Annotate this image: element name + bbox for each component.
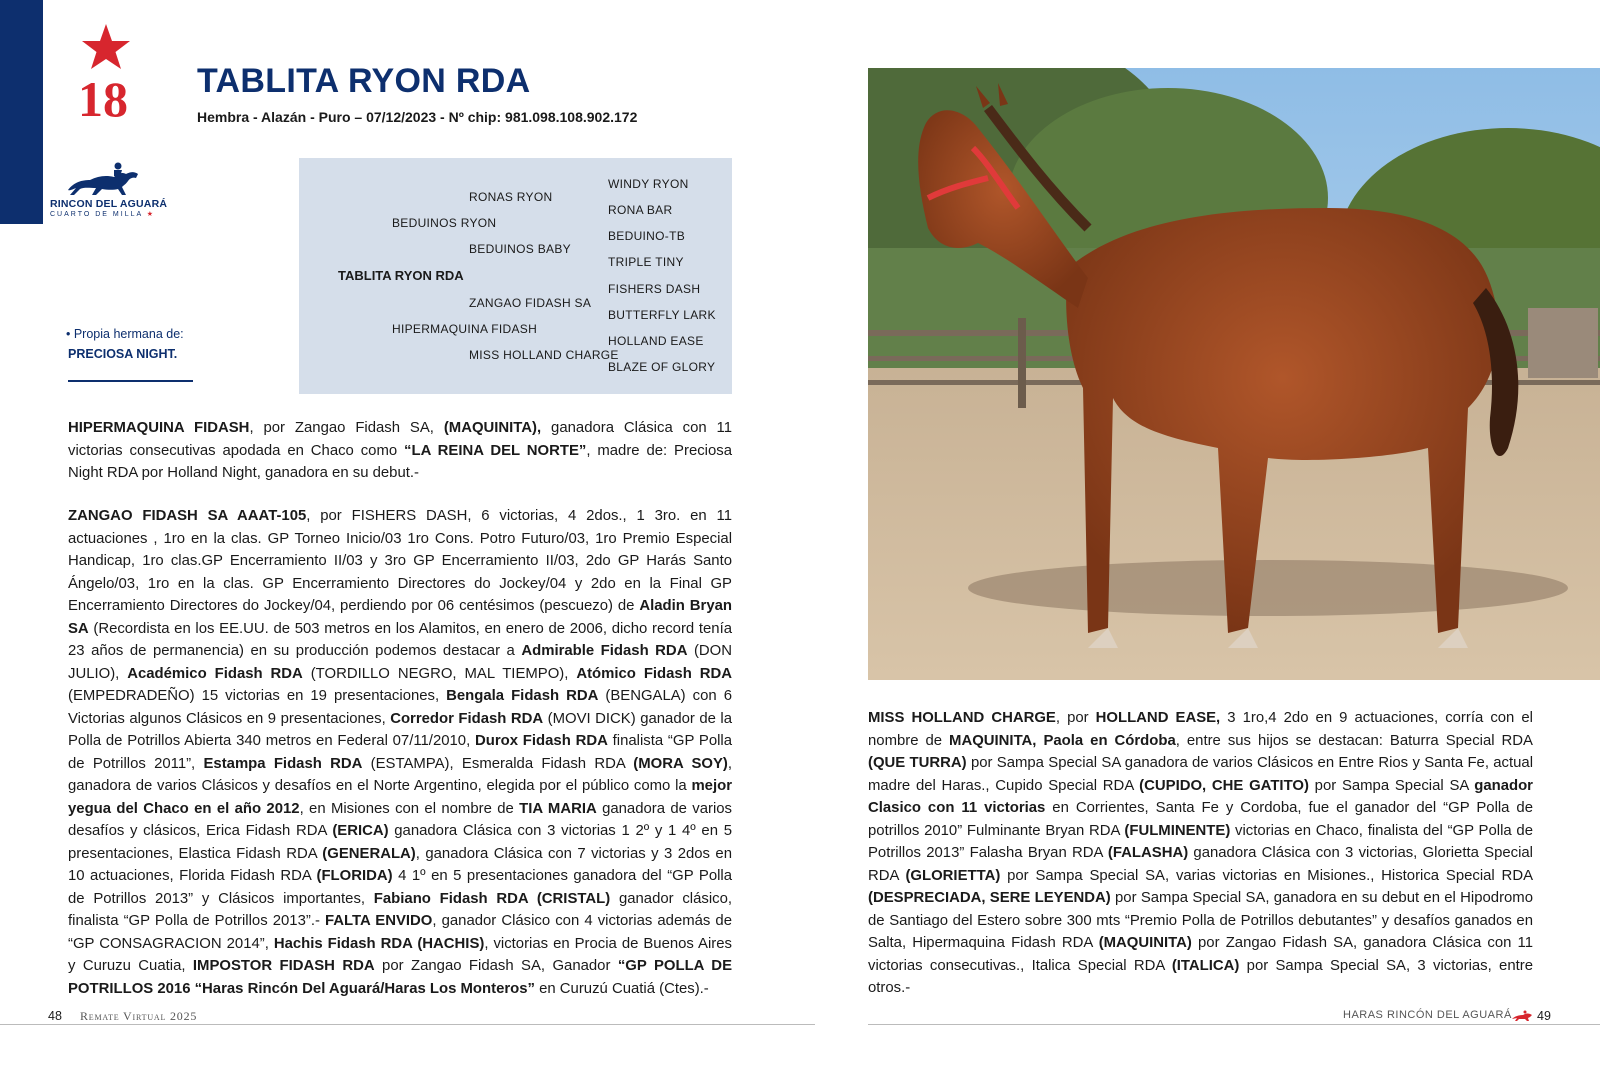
pedigree-dam-sire: ZANGAO FIDASH SA <box>469 296 592 310</box>
text-run: en Curuzú Cuatiá (Ctes).- <box>534 980 709 997</box>
bold-run: Atómico Fidash RDA <box>576 665 732 682</box>
horse-name: TABLITA RYON RDA <box>197 62 531 100</box>
text-run: (BENGALA) con 6 Victorias algunos Clásicos en 9 presentaciones, <box>68 688 732 727</box>
pedigree-g3-2: RONA BAR <box>608 203 673 217</box>
sister-name: PRECIOSA NIGHT. <box>68 347 178 361</box>
text-run: , ganador Clásico con 4 victorias además de “GP CONSAGRACION 2014”, <box>68 913 732 952</box>
pedigree-g3-6: BUTTERFLY LARK <box>608 308 716 322</box>
bold-run: (QUE TURRA) <box>868 755 967 771</box>
text-run: , por Zangao Fidash SA, <box>249 420 444 436</box>
pedigree-sire-sire: RONAS RYON <box>469 190 553 204</box>
text-run: , ganadora de varios Clásicos y desafíos en el Norte Argentino, elegida por el público como la <box>68 755 732 794</box>
bold-run: Hachis Fidash RDA (HACHIS) <box>273 935 485 952</box>
text-run: (EMPEDRADEÑO) 15 victorias en 19 presentaciones, <box>68 688 447 704</box>
brand-logo <box>50 160 170 218</box>
pedigree-sire-dam: BEDUINOS BABY <box>469 242 571 256</box>
bold-run: “LA REINA DEL NORTE” <box>404 442 587 459</box>
text-run: por Sampa Special SA, 3 victorias, entre otros.- <box>868 957 1533 996</box>
text-run: (DON JULIO), <box>68 643 733 682</box>
paragraph-dam <box>68 417 732 485</box>
page-number-left: 48 <box>48 1009 62 1023</box>
brand-subtitle: CUARTO DE MILLA ★ <box>50 211 155 218</box>
text-run: , por <box>1055 710 1096 726</box>
text-run: ganador clásico, finalista “GP Polla de Potrillos 2013”.- <box>68 890 732 929</box>
text-run: por Zangao Fidash SA, Ganador <box>374 958 618 974</box>
pedigree-g3-8: BLAZE OF GLORY <box>608 360 716 374</box>
paragraph-second-dam <box>868 707 1533 1000</box>
paragraph-sire-of-dam <box>68 505 732 1000</box>
text-run: finalista “GP Polla de Potrillos 2011”, <box>68 733 732 772</box>
bold-run: (MAQUINITA), <box>443 420 542 436</box>
pedigree-dam: HIPERMAQUINA FIDASH <box>392 322 538 336</box>
horse-photo <box>868 68 1600 680</box>
bold-run: Fabiano Fidash RDA (CRISTAL) <box>373 890 611 907</box>
text-run: por Sampa Special SA, ganadora en su debut en el Hipodromo de Santiago del Estero sobre 300 mts “Premio Polla de Potrillos debutantes” y desafíos ganados en Salta, Hipermaquina Fidash RDA <box>868 890 1533 951</box>
lot-number: 18 <box>78 71 128 127</box>
bold-run: (DESPRECIADA, SERE LEYENDA) <box>868 890 1111 906</box>
star-icon <box>80 22 132 72</box>
text-run: ganadora Clásica con 3 victorias 1 2º y 1 4º en 5 presentaciones, Elastica Fidash RDA <box>68 823 732 862</box>
footer-brand: HARAS RINCÓN DEL AGUARÁ <box>1343 1009 1512 1021</box>
text-run: , por FISHERS DASH, 6 victorias, 4 2dos., 1 3ro. en 11 actuaciones , 1ro en la clas. GP Torneo Inicio/03 1ro Cons. Potro Futuro/03, 1ro Premio Especial Handicap, 1ro clas.GP Encerramiento II/03 y 3ro GP Encerramiento II/03, 2do GP Harás Santo Ángelo/03, 1ro en la clas. GP Encerramiento Directores do Jockey/04 y 2do en la Final GP Encerramiento Directores do Jockey/04, perdiendo por 06 centésimos (pescuezo) de <box>68 508 732 614</box>
text-run: victorias en Chaco, finalista del “GP Polla de Potrillos 2013” Falasha Bryan RDA <box>868 822 1533 861</box>
bold-run: (MAQUINITA) <box>1098 935 1192 951</box>
sister-label: • Propia hermana de: <box>66 327 184 341</box>
horse-jockey-icon <box>1511 1010 1533 1022</box>
text-run: 3 1ro,4 2do en 9 actuaciones, corría con el nombre de <box>868 710 1533 749</box>
text-run: , madre de: Preciosa Night RDA por Holland Night, ganadora en su debut.- <box>68 442 732 481</box>
bold-run: MISS HOLLAND CHARGE <box>868 710 1056 726</box>
bold-run: Estampa Fidash RDA <box>203 755 363 772</box>
bold-run: IMPOSTOR FIDASH RDA <box>192 958 375 974</box>
bold-run: Bengala Fidash RDA <box>446 688 599 704</box>
footer-rule-left <box>0 1024 815 1025</box>
text-run: , ganadora Clásica con 7 victorias y 3 2dos en 10 actuaciones, Florida Fidash RDA <box>68 845 732 884</box>
bold-run: FALTA ENVIDO <box>325 913 433 929</box>
bold-run: Aladin Bryan SA <box>68 598 732 637</box>
bold-run: (MORA SOY) <box>633 755 728 772</box>
text-run: , victorias en Procia de Buenos Aires y Curuzu Cuatia, <box>68 935 732 974</box>
text-run: (ESTAMPA), Esmeralda Fidash RDA <box>362 755 634 772</box>
bold-run: (GLORIETTA) <box>905 867 1001 884</box>
text-run: (TORDILLO NEGRO, MAL TIEMPO), <box>302 665 577 682</box>
bold-run: (FULMINENTE) <box>1124 822 1231 839</box>
bold-run: TIA MARIA <box>519 800 597 817</box>
text-run: por Sampa Special SA, varias victorias en Misiones., Historica Special RDA <box>1000 867 1534 884</box>
bold-run: mejor yegua del Chaco en el año 2012 <box>68 778 732 817</box>
horse-details: Hembra - Alazán - Puro – 07/12/2023 - Nº chip: 981.098.108.902.172 <box>197 109 638 125</box>
text-run: en Corrientes, Santa Fe y Cordoba, fue el ganador del “GP Polla de potrillos 2010” Fulminante Bryan RDA <box>868 800 1533 839</box>
footer-rule-right <box>868 1024 1600 1025</box>
bold-run: Académico Fidash RDA <box>127 665 303 682</box>
text-run: , entre sus hijos se destacan: Baturra Special RDA <box>1175 732 1533 749</box>
text-run: ganadora de varios desafíos y clásicos, Erica Fidash RDA <box>68 800 733 839</box>
pedigree-g3-4: TRIPLE TINY <box>608 255 684 269</box>
pedigree-g3-3: BEDUINO-TB <box>608 229 686 243</box>
bold-run: HOLLAND EASE, <box>1095 710 1221 726</box>
bold-run: (FLORIDA) <box>316 868 393 884</box>
blue-band <box>0 0 43 224</box>
text-run: por Sampa Special SA <box>1308 777 1475 794</box>
footer-publication: Remate Virtual 2025 <box>80 1009 198 1023</box>
bold-run: (CUPIDO, CHE GATITO) <box>1139 777 1309 794</box>
brand-subtitle-text: CUARTO DE MILLA <box>50 211 143 218</box>
brand-name: RINCON DEL AGUARÁ <box>50 198 168 210</box>
bold-run: ZANGAO FIDASH SA AAAT-105 <box>68 508 307 524</box>
text-run: por Zangao Fidash SA, ganadora Clásica con 11 victorias consecutivas., Italica Special RDA <box>868 935 1533 974</box>
bold-run: Durox Fidash RDA <box>475 733 608 749</box>
pedigree-sire: BEDUINOS RYON <box>392 216 497 230</box>
pedigree-g3-1: WINDY RYON <box>608 177 689 191</box>
text-run: 4 1º en 5 presentaciones ganadora del “GP Polla de Potrillos 2013” y Clásicos importantes, <box>68 868 732 907</box>
pedigree-g3-7: HOLLAND EASE <box>608 334 704 348</box>
bold-run: HIPERMAQUINA FIDASH <box>68 420 250 436</box>
text-run: ganadora Clásica con 11 victorias consecutivas apodada en Chaco como <box>68 420 732 459</box>
bold-run: (GENERALA) <box>322 845 416 862</box>
text-run: (MOVI DICK) ganador de la Polla de Potrillos Abierta 340 metros en Federal 07/11/2010, <box>68 710 732 749</box>
bold-run: MAQUINITA, Paola en Córdoba <box>949 732 1176 749</box>
bold-run: (ITALICA) <box>1171 957 1240 974</box>
pedigree-g3-5: FISHERS DASH <box>608 282 701 296</box>
horse-jockey-icon <box>64 160 146 198</box>
bold-run: Admirable Fidash RDA <box>521 643 688 659</box>
pedigree-subject: TABLITA RYON RDA <box>338 268 464 283</box>
bold-run: (ERICA) <box>332 823 389 839</box>
bold-run: “GP POLLA DE POTRILLOS 2016 “Haras Rincón Del Aguará/Haras Los Monteros” <box>68 958 732 997</box>
pedigree-table <box>299 158 732 394</box>
text-run: (Recordista en los EE.UU. de 503 metros en los Alamitos, en enero de 2006, dicho record tenía 23 años de permanencia) en su producción podemos destacar a <box>68 620 732 659</box>
text-run: por Sampa Special SA ganadora de varios Clásicos en Entre Rios y Santa Fe, actual madre del Haras., Cupido Special RDA <box>868 755 1534 794</box>
text-run: , en Misiones con el nombre de <box>299 800 520 817</box>
pedigree-dam-dam: MISS HOLLAND CHARGE <box>469 348 619 362</box>
divider <box>68 380 193 382</box>
text-run: ganadora Clásica con 3 victorias, Glorietta Special RDA <box>868 845 1533 884</box>
bold-run: (FALASHA) <box>1107 845 1189 861</box>
page-number-right: 49 <box>1537 1009 1551 1023</box>
bold-run: Corredor Fidash RDA <box>390 710 544 727</box>
bold-run: ganador Clasico con 11 victorias <box>868 777 1533 816</box>
